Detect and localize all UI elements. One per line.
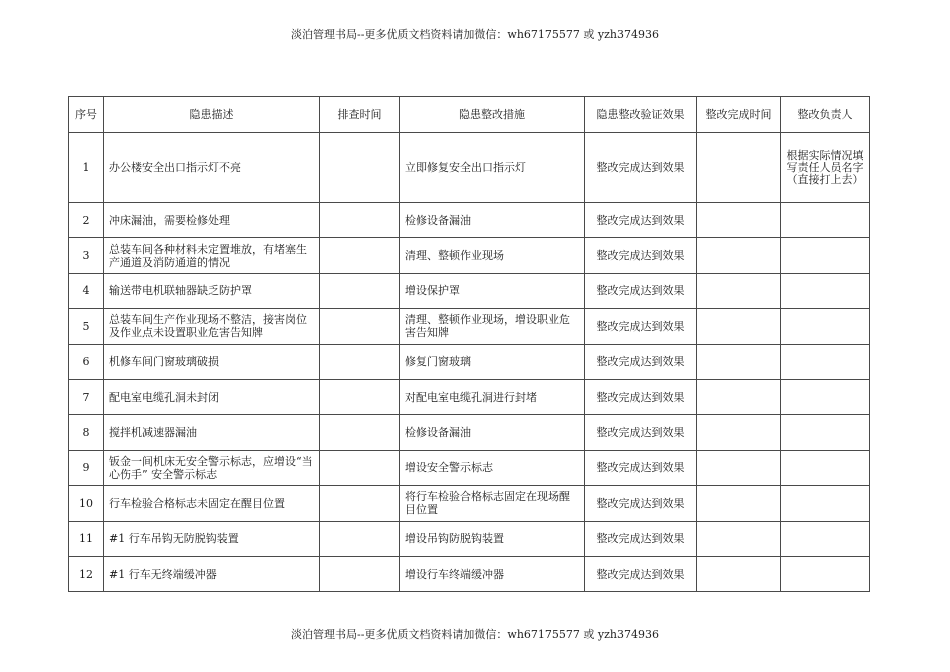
completion-time xyxy=(697,486,781,521)
responsible-person xyxy=(781,379,870,414)
rectification-measure: 对配电室电缆孔洞进行封堵 xyxy=(400,379,585,414)
check-time xyxy=(320,309,400,344)
header-owner: 整改负责人 xyxy=(781,97,870,133)
table-row xyxy=(69,273,870,308)
verification-result: 整改完成达到效果 xyxy=(585,556,697,591)
row-seq: 7 xyxy=(69,379,104,414)
rectification-measure: 立即修复安全出口指示灯 xyxy=(400,133,585,203)
rectification-measure: 清理、整顿作业现场 xyxy=(400,238,585,273)
header-desc: 隐患描述 xyxy=(104,97,320,133)
row-seq: 10 xyxy=(69,486,104,521)
row-seq: 12 xyxy=(69,556,104,591)
table-row xyxy=(69,486,870,521)
verification-result: 整改完成达到效果 xyxy=(585,344,697,379)
completion-time xyxy=(697,379,781,414)
check-time xyxy=(320,450,400,485)
footer-banner: 淡泊管理书局--更多优质文档资料请加微信：wh67175577 或 yzh374936 xyxy=(291,628,659,641)
completion-time xyxy=(697,273,781,308)
verification-result: 整改完成达到效果 xyxy=(585,486,697,521)
check-time xyxy=(320,203,400,238)
header-measure: 隐患整改措施 xyxy=(400,97,585,133)
table-row xyxy=(69,415,870,450)
completion-time xyxy=(697,203,781,238)
header-done-time: 整改完成时间 xyxy=(697,97,781,133)
hazard-rectification-table xyxy=(68,96,870,592)
table-row xyxy=(69,133,870,203)
verification-result: 整改完成达到效果 xyxy=(585,238,697,273)
row-seq: 2 xyxy=(69,203,104,238)
verification-result: 整改完成达到效果 xyxy=(585,309,697,344)
completion-time xyxy=(697,450,781,485)
check-time xyxy=(320,238,400,273)
rectification-measure: 增设吊钩防脱钩装置 xyxy=(400,521,585,556)
rectification-measure: 检修设备漏油 xyxy=(400,203,585,238)
rectification-measure: 将行车检验合格标志固定在现场醒目位置 xyxy=(400,486,585,521)
completion-time xyxy=(697,415,781,450)
table-row xyxy=(69,521,870,556)
hazard-description: 机修车间门窗玻璃破损 xyxy=(104,344,320,379)
row-seq: 4 xyxy=(69,273,104,308)
header-check-time: 排查时间 xyxy=(320,97,400,133)
hazard-description: 行车检验合格标志未固定在醒目位置 xyxy=(104,486,320,521)
responsible-person: 根据实际情况填写责任人员名字（直接打上去） xyxy=(781,133,870,203)
rectification-measure: 增设安全警示标志 xyxy=(400,450,585,485)
table-row xyxy=(69,450,870,485)
verification-result: 整改完成达到效果 xyxy=(585,203,697,238)
responsible-person xyxy=(781,486,870,521)
responsible-person xyxy=(781,344,870,379)
completion-time xyxy=(697,344,781,379)
responsible-person xyxy=(781,309,870,344)
row-seq: 11 xyxy=(69,521,104,556)
row-seq: 9 xyxy=(69,450,104,485)
table-row xyxy=(69,556,870,591)
hazard-description: #1 行车吊钩无防脱钩装置 xyxy=(104,521,320,556)
verification-result: 整改完成达到效果 xyxy=(585,379,697,414)
row-seq: 3 xyxy=(69,238,104,273)
responsible-person xyxy=(781,556,870,591)
responsible-person xyxy=(781,450,870,485)
rectification-measure: 修复门窗玻璃 xyxy=(400,344,585,379)
row-seq: 5 xyxy=(69,309,104,344)
hazard-description: 钣金一间机床无安全警示标志，应增设“当心伤手” 安全警示标志 xyxy=(104,450,320,485)
hazard-description: 输送带电机联轴器缺乏防护罩 xyxy=(104,273,320,308)
completion-time xyxy=(697,556,781,591)
completion-time xyxy=(697,309,781,344)
verification-result: 整改完成达到效果 xyxy=(585,273,697,308)
header-seq: 序号 xyxy=(69,97,104,133)
table-row xyxy=(69,203,870,238)
completion-time xyxy=(697,133,781,203)
header-verify: 隐患整改验证效果 xyxy=(585,97,697,133)
check-time xyxy=(320,344,400,379)
table-row xyxy=(69,379,870,414)
hazard-description: 冲床漏油，需要检修处理 xyxy=(104,203,320,238)
verification-result: 整改完成达到效果 xyxy=(585,133,697,203)
responsible-person xyxy=(781,203,870,238)
verification-result: 整改完成达到效果 xyxy=(585,521,697,556)
responsible-person xyxy=(781,415,870,450)
hazard-description: #1 行车无终端缓冲器 xyxy=(104,556,320,591)
header-banner: 淡泊管理书局--更多优质文档资料请加微信：wh67175577 或 yzh374936 xyxy=(291,28,659,41)
table-row xyxy=(69,344,870,379)
rectification-measure: 增设行车终端缓冲器 xyxy=(400,556,585,591)
rectification-measure: 清理、整顿作业现场，增设职业危害告知牌 xyxy=(400,309,585,344)
rectification-measure: 增设保护罩 xyxy=(400,273,585,308)
rectification-measure: 检修设备漏油 xyxy=(400,415,585,450)
table-header-row xyxy=(69,97,870,133)
table-row xyxy=(69,238,870,273)
responsible-person xyxy=(781,521,870,556)
table-row xyxy=(69,309,870,344)
check-time xyxy=(320,486,400,521)
verification-result: 整改完成达到效果 xyxy=(585,450,697,485)
check-time xyxy=(320,273,400,308)
completion-time xyxy=(697,238,781,273)
hazard-description: 总装车间生产作业现场不整洁，接害岗位及作业点未设置职业危害告知牌 xyxy=(104,309,320,344)
check-time xyxy=(320,379,400,414)
row-seq: 1 xyxy=(69,133,104,203)
check-time xyxy=(320,133,400,203)
check-time xyxy=(320,415,400,450)
check-time xyxy=(320,556,400,591)
hazard-description: 搅拌机减速器漏油 xyxy=(104,415,320,450)
row-seq: 8 xyxy=(69,415,104,450)
responsible-person xyxy=(781,273,870,308)
completion-time xyxy=(697,521,781,556)
check-time xyxy=(320,521,400,556)
row-seq: 6 xyxy=(69,344,104,379)
hazard-description: 办公楼安全出口指示灯不亮 xyxy=(104,133,320,203)
hazard-description: 总装车间各种材料未定置堆放，有堵塞生产通道及消防通道的情况 xyxy=(104,238,320,273)
verification-result: 整改完成达到效果 xyxy=(585,415,697,450)
table-body xyxy=(69,133,870,592)
responsible-person xyxy=(781,238,870,273)
hazard-description: 配电室电缆孔洞未封闭 xyxy=(104,379,320,414)
